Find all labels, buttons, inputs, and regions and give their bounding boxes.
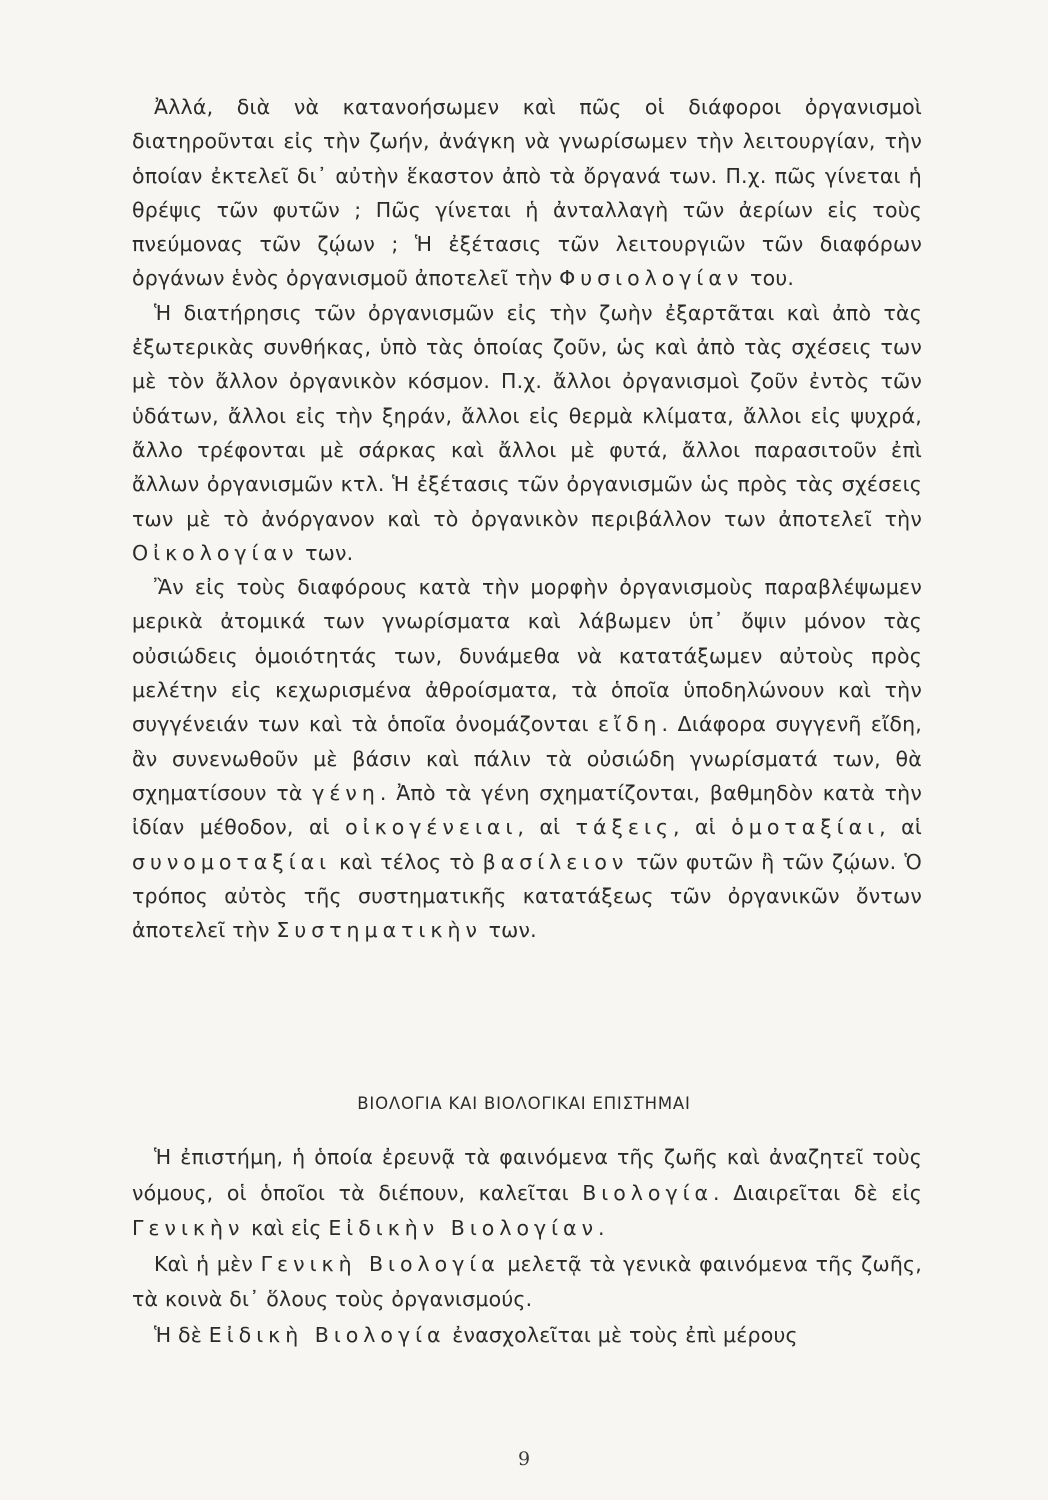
text-run: Ἂν εἰς τοὺς διαφόρους κατὰ τὴν μορφὴν ὀργανισμοὺς παραβλέψωμεν μερικὰ ἀτομικά των γνωρίσματα καὶ λάβωμεν ὑπ᾿ ὄψιν μόνον τὰς οὐσιώδεις ὁμοιότητάς των, δυνάμεθα νὰ κατατάξωμεν αὐτοὺς πρὸς μελέτην εἰς κεχωρισμένα ἀθροίσματα, τὰ ὁποῖα ὑποδηλώνουν καὶ τὴν συγγένειάν των καὶ τὰ ὁποῖα ὀνομάζονται (132, 575, 922, 737)
text-run: τῶν φυτῶν ἢ τῶν ζῴων. Ὁ τρόπος αὐτὸς τῆς συστηματικῆς κατατάξεως τῶν ὀργανικῶν ὄντων ἀποτελεῖ τὴν (132, 849, 922, 943)
paragraph (132, 296, 922, 570)
spaced-term: Γενικὴ Βιολογία (260, 1251, 500, 1276)
paragraph (132, 1247, 922, 1318)
text-run: . Διαιρεῖται δὲ εἰς (713, 1180, 922, 1205)
spaced-term: συνομοταξίαι (132, 849, 332, 874)
spaced-term: Εἰδικὴν Βιολογίαν (328, 1216, 599, 1240)
spaced-term: γένη (312, 780, 380, 805)
spaced-term: Συστηματικὴν (276, 918, 482, 943)
text-run: . Διάφορα συγγενῆ εἴδη, ἂν συνενωθοῦν μὲ βάσιν καὶ πάλιν τὰ οὐσιώδη γνωρίσματά των, θὰ σχηματίσουν τὰ (132, 712, 922, 805)
spaced-term: Εἰδικὴ Βιολογία (208, 1322, 446, 1347)
text-run: , αἱ (672, 815, 732, 840)
paragraph (132, 570, 922, 947)
section-heading: ΒΙΟΛΟΓΙΑ ΚΑΙ ΒΙΟΛΟΓΙΚΑΙ ΕΠΙΣΤΗΜΑΙ (357, 1094, 691, 1113)
text-run: καὶ εἰς (244, 1216, 329, 1240)
spaced-term: Βιολογία (582, 1180, 714, 1205)
spaced-term: οἰκογένειαι (345, 815, 518, 840)
paragraph (132, 1318, 922, 1354)
body-text-top (132, 90, 922, 947)
text-run: Ἡ ἐπιστήμη, ἡ ὁποία ἐρευνᾷ τὰ φαινόμενα τῆς ζωῆς καὶ ἀναζητεῖ τοὺς νόμους, οἱ ὁποῖοι τὰ διέπουν, καλεῖται (132, 1145, 922, 1205)
text-run: ἐνασχολεῖται μὲ τοὺς ἐπὶ μέρους (445, 1322, 798, 1347)
text-run: Ἡ διατήρησις τῶν ὀργανισμῶν εἰς τὴν ζωὴν ἐξαρτᾶται καὶ ἀπὸ τὰς ἐξωτερικὰς συνθήκας, ὑπὸ τὰς ὁποίας ζοῦν, ὡς καὶ ἀπὸ τὰς σχέσεις των μὲ τὸν ἄλλον ὀργανικὸν κόσμον. Π.χ. ἄλλοι ὀργανισμοὶ ζοῦν ἐντὸς τῶν ὑδάτων, ἄλλοι εἰς τὴν ξηράν, ἄλλοι εἰς θερμὰ κλίματα, ἄλλοι εἰς ψυχρά, ἄλλο τρέφονται μὲ σάρκας καὶ ἄλλοι μὲ φυτά, ἄλλοι παρασιτοῦν ἐπὶ ἄλλων ὀργανισμῶν κτλ. Ἡ ἐξέτασις τῶν ὀργανισμῶν ὡς πρὸς τὰς σχέσεις των μὲ τὸ ἀνόργανον καὶ τὸ ὀργανικὸν περιβάλλον των ἀποτελεῖ τὴν (132, 300, 922, 531)
text-run: . Ἀπὸ τὰ γένη σχηματίζονται, βαθμηδὸν κατὰ τὴν ἰδίαν μέθοδον, αἱ (132, 780, 922, 840)
text-run: . (598, 1216, 605, 1240)
spaced-term: τάξεις (575, 815, 673, 840)
text-run: του. (743, 266, 795, 291)
spaced-term: Γενικὴν (132, 1216, 245, 1240)
text-run: Ἀλλά, διὰ νὰ κατανοήσωμεν καὶ πῶς οἱ διάφοροι ὀργανισμοὶ διατηροῦνται εἰς τὴν ζωήν, ἀνάγκη νὰ γνωρίσωμεν τὴν λειτουργίαν, τὴν ὁποίαν ἐκτελεῖ δι᾿ αὐτὴν ἕκαστον ἀπὸ τὰ ὄργανά των. Π.χ. πῶς γίνεται ἡ θρέψις τῶν φυτῶν ; Πῶς γίνεται ἡ ἀνταλλαγὴ τῶν ἀερίων εἰς τοὺς πνεύμονας τῶν ζῴων ; Ἡ ἐξέτασις τῶν λειτουργιῶν τῶν διαφόρων ὀργάνων ἑνὸς ὀργανισμοῦ ἀποτελεῖ τὴν (132, 95, 922, 291)
spaced-term: ὁμοταξίαι (731, 815, 880, 840)
text-run: Ἡ δὲ (154, 1322, 209, 1347)
text-run: , αἱ (879, 815, 922, 840)
spaced-term: Φυσιολογίαν (559, 266, 744, 291)
text-run: καὶ τέλος τὸ (331, 849, 483, 874)
paragraph (132, 1140, 922, 1247)
spaced-term: βασίλειον (482, 849, 629, 874)
page-number: 9 (517, 1448, 531, 1470)
spaced-term: Οἰκολογίαν (132, 540, 299, 565)
text-run: , αἱ (517, 815, 576, 840)
spaced-term: εἴδη (597, 712, 662, 737)
paragraph (132, 90, 922, 296)
text-run: Καὶ ἡ μὲν (154, 1251, 261, 1276)
text-run: των. (298, 540, 354, 565)
text-run: των. (481, 918, 537, 943)
body-text-bottom (132, 1140, 922, 1353)
text-run: μελετᾷ τὰ γενικὰ φαινόμενα τῆς ζωῆς, τὰ κοινὰ δι᾿ ὅλους τοὺς ὀργανισμούς. (132, 1251, 923, 1311)
